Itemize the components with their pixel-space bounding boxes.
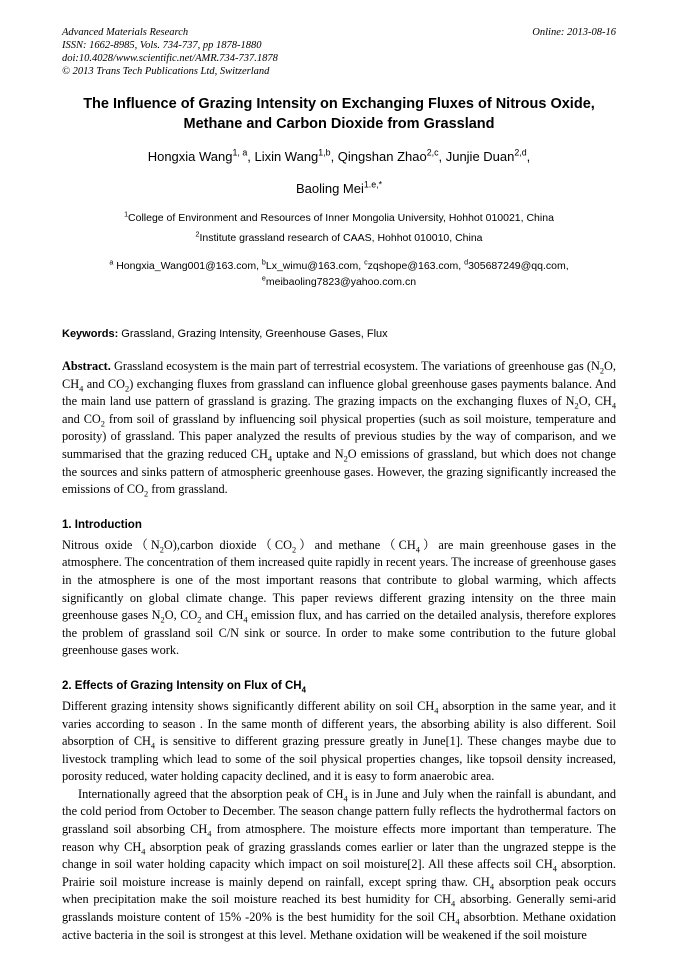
abstract-block	[62, 358, 616, 499]
paragraph: Internationally agreed that the absorption peak of $CH_4$ is in June and July when the rainfall is abundant, and the cold period from October to December. The season change pattern fully reflects the hydrothermal factors on grassland soil absorbing $CH_4$ from atmosphere. The moisture effects more important than temperature. The reason why $CH_4$ absorption peak of grazing grasslands comes earlier or later than the ungrazed steppe is the change in soil water holding capacity which impact on soil moisture[2]. All these affects soil $CH_4$ absorption. Prairie soil moisture increase is mainly depend on rainfall, except spring thaw. $CH_4$ absorption peak occurs when precipitation make the soil moisture reached its best humidity for $CH_4$ absorbing. Generally semi-arid grasslands moisture content of 15% -20% is the best humidity for the soil $CH_4$ absorbtion. Methane oxidation active bacteria in the soil is strongest at this level. Methane oxidation will be weakened if the soil moisture	[62, 786, 617, 942]
author-emails	[62, 258, 616, 290]
email-line-1: $^a$ Hongxia_Wang001@163.com, $^b$Lx_wimu@163.com, $^c$zqshope@163.com, $^d$305687249@qq.com,	[109, 258, 569, 272]
section-heading-1: 1. Introduction	[62, 518, 142, 531]
author-line-1: Hongxia Wang$^{1, a}$, Lixin Wang$^{1,b}$, Qingshan Zhao$^{2,c}$, Junjie Duan$^{2,d}$,	[147, 147, 531, 164]
keywords-block	[62, 328, 616, 340]
copyright-line: © 2013 Trans Tech Publications Ltd, Switzerland	[62, 66, 270, 77]
section-1-body	[62, 537, 616, 660]
issn-line: ISSN: 1662-8985, Vols. 734-737, pp 1878-1880	[62, 40, 262, 51]
paper-title: The Influence of Grazing Intensity on Exchanging Fluxes of Nitrous Oxide, Methane and Carbon Dioxide from Grassland	[83, 96, 595, 132]
journal-header	[62, 26, 616, 78]
affiliation-2: $^2$Institute grassland research of CAAS, Hohhot 010010, China	[195, 230, 483, 244]
section-2-body	[62, 698, 616, 944]
section-heading-2: 2. Effects of Grazing Intensity on Flux of $CH_4$	[62, 679, 306, 695]
author-list	[62, 147, 616, 198]
abstract-label: Abstract.	[62, 359, 111, 373]
keywords-value: Grassland, Grazing Intensity, Greenhouse Gases, Flux	[118, 328, 388, 340]
doi-line: doi:10.4028/www.scientific.net/AMR.734-737.1878	[62, 53, 278, 64]
keywords-label: Keywords:	[62, 328, 119, 340]
paragraph: Different grazing intensity shows significantly different ability on soil $CH_4$ absorption in the same year, and it varies according to season . In the same month of different years, the absorbing ability is also different. Soil absorption of $CH_4$ is sensitive to different grazing pressure greatly in June[1]. These changes maybe due to livestock trampling which lead to some of the soil physical properties changes, like topsoil density increased, porosity reduced, water holding capacity declined, and it is easy to form anaerobic area.	[62, 698, 616, 784]
online-date: Online: 2013-08-16	[532, 27, 616, 38]
journal-name: Advanced Materials Research	[62, 27, 189, 38]
paragraph: Nitrous $oxide(N_2O),carbon$ $dioxide(CO_2)and$ $methane(CH_4)are$ main greenhouse gases in the atmosphere. The concentration of them increased quite rapidly in recent years. The increase of greenhouse gases in the atmosphere is one of the most important reasons that contribute to global warming, which affects significantly on global climate change. This paper reviews different grazing intensity on the three main greenhouse gases $N_2O$, $CO_2$ and $CH_4$ emission flux, and has carried on the detailed analysis, therefore explores the problem of grassland soil C/N sink or source. In order to make some contribution to the future global greenhouse gases work.	[62, 537, 616, 658]
author-line-2: Baoling Mei$^{1.e,*}$	[295, 179, 383, 196]
abstract-text: Grassland ecosystem is the main part of terrestrial ecosystem. The variations of greenhouse gas ($N_2O$, $CH_4$ and $CO_2$) exchanging fluxes from grassland can influence global greenhouse gases payments balance. And the main land use pattern of grassland is grazing. The grazing impacts on the exchanging fluxes of $N_2O$, $CH_4$ and $CO_2$ from soil of grassland by influencing soil physical properties (such as soil moisture, temperature and porosity) of grassland. This paper analyzed the results of previous studies by the way of comparison, and we summarised that the grazing reduced $CH_4$ uptake and $N_2O$ emissions of grassland, but which does not change the sources and sinks pattern of atmospheric greenhouse gases. However, the grazing significantly increased the emissions of $CO_2$ from grassland.	[62, 359, 616, 499]
affiliation-1: $^1$College of Environment and Resources of Inner Mongolia University, Hohhot 010021, China	[124, 210, 554, 224]
affiliations	[62, 210, 616, 246]
email-line-2: $^e$meibaoling7823@yahoo.com.cn	[261, 274, 417, 288]
